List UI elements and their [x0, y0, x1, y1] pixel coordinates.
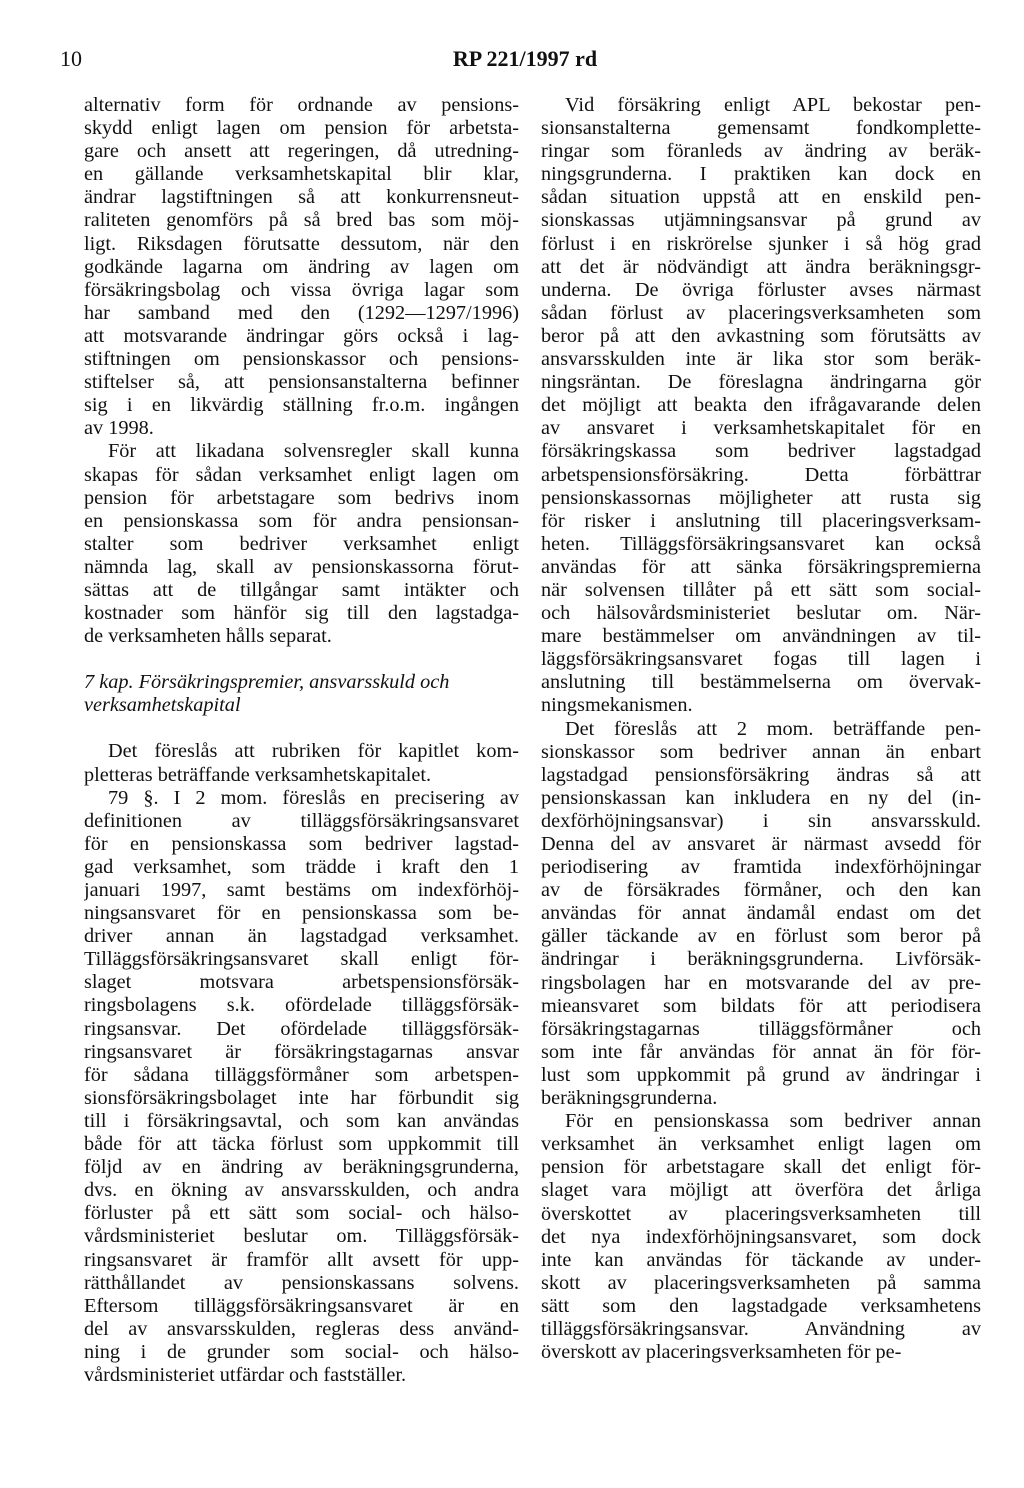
chapter-heading — [84, 671, 519, 717]
text-line: sättas att de tillgångar samt intäkter och — [84, 578, 519, 601]
text-line: ändringar i beräkningsgrunderna. Livförsäk- — [541, 948, 981, 971]
text-line: nämnda lag, skall av pensionskassorna förut- — [84, 555, 519, 578]
text-line: sionskassas utjämningsansvar på grund av — [541, 209, 981, 232]
document-reference: RP 221/1997 rd — [452, 46, 598, 71]
text-line: heten. Tilläggsförsäkringsansvaret kan också — [541, 532, 981, 555]
text-line: ning i de grunder som social- och hälso- — [84, 1340, 519, 1363]
text-line: som inte får användas för annat än för för- — [541, 1040, 981, 1063]
text-line: överskottet av placeringsverksamheten till — [541, 1202, 981, 1225]
text-line: ringsbolagen har en motsvarande del av pre- — [541, 971, 981, 994]
paragraph — [84, 440, 519, 648]
text-line: ringsbolagens s.k. ofördelade tilläggsförsäk- — [84, 994, 519, 1017]
text-line: Eftersom tilläggsförsäkringsansvaret är en — [84, 1294, 519, 1317]
text-line: stiftningen om pensionskassor och pensions- — [84, 348, 519, 371]
text-line: lagstadgad pensionsförsäkring ändras så att — [541, 763, 981, 786]
text-line: raliteten genomförs på så bred bas som möj- — [84, 209, 519, 232]
text-line: pensionskassan kan inkludera en ny del (in- — [541, 786, 981, 809]
paragraph — [84, 94, 519, 440]
text-line: definitionen av tilläggsförsäkringsansvaret — [84, 809, 519, 832]
text-line: ligt. Riksdagen förutsatte dessutom, när den — [84, 232, 519, 255]
text-line: vårdsministeriet utfärdar och fastställer. — [84, 1363, 407, 1386]
text-line: del av ansvarsskulden, regleras dess använd- — [84, 1317, 519, 1340]
text-line: försäkringsbolag och vissa övriga lagar som — [84, 278, 519, 301]
text-line: beror på att den avkastning som förutsätts av — [541, 324, 981, 347]
text-line: Det föreslås att 2 mom. beträffande pen- — [565, 717, 981, 740]
text-line: läggsförsäkringsansvaret fogas till lagen i — [541, 648, 981, 671]
text-line: när solvensen tillåter på ett sätt som social- — [541, 578, 981, 601]
text-line: januari 1997, samt bestäms om indexförhöj- — [84, 879, 519, 901]
text-line: att det är nödvändigt att ändra beräkningsgr- — [541, 255, 981, 278]
text-line: sätt som den lagstadgade verksamhetens — [541, 1294, 981, 1317]
text-line: dvs. en ökning av ansvarsskulden, och andra — [84, 1179, 519, 1202]
text-line: sådan förlust av placeringsverksamheten som — [541, 301, 981, 324]
text-line: Det föreslås att rubriken för kapitlet kom- — [108, 740, 519, 763]
text-line: förlust i en riskrörelse sjunker i så hög grad — [541, 232, 981, 255]
text-line: och hälsovårdsministeriet beslutar om. När- — [541, 602, 981, 625]
text-line: mare bestämmelser om användningen av til- — [541, 625, 981, 648]
text-line: användas för att sänka försäkringspremierna — [541, 555, 981, 578]
text-line: 79 §. I 2 mom. föreslås en precisering av — [108, 786, 519, 809]
text-line: har samband med den (1292—1297/1996) — [84, 301, 519, 324]
paragraph — [84, 740, 519, 786]
text-line: sig i en likvärdig ställning fr.o.m. ingången — [84, 394, 519, 417]
text-line: ringsansvaret är framför allt avsett för upp- — [84, 1248, 519, 1271]
text-line: pletteras beträffande verksamhetskapitalet. — [84, 763, 432, 786]
text-line: av de försäkrades förmåner, och den kan — [541, 879, 981, 902]
text-line: skydd enligt lagen om pension för arbetsta- — [84, 117, 519, 140]
text-line: För att likadana solvensregler skall kunna — [108, 440, 519, 463]
text-line: överskott av placeringsverksamheten för pe- — [541, 1341, 902, 1364]
text-line: underna. De övriga förluster avses närmast — [541, 278, 981, 301]
text-line: tilläggsförsäkringsansvar. Användning av — [541, 1317, 981, 1340]
text-line: För en pensionskassa som bedriver annan — [565, 1110, 981, 1133]
text-line: inte kan användas för täckande av under- — [541, 1248, 981, 1271]
paragraph — [541, 718, 981, 1111]
paragraph — [541, 1110, 981, 1364]
left-column — [84, 94, 519, 1387]
text-line: slaget vara möjligt att överföra det årliga — [541, 1179, 981, 1202]
text-line: att motsvarande ändringar görs också i lag- — [84, 324, 519, 347]
text-line: pension för arbetstagare skall det enligt för- — [541, 1156, 981, 1179]
text-line: av 1998. — [84, 417, 154, 440]
text-line: följd av en ändring av beräkningsgrunderna, — [84, 1156, 519, 1179]
text-line: en pensionskassa som för andra pensionsan- — [84, 509, 519, 532]
text-line: sionsförsäkringsbolaget inte har förbundit sig — [84, 1086, 519, 1109]
text-line: för sådana tilläggsförmåner som arbetspen- — [84, 1063, 519, 1086]
text-line: sådan situation uppstå att en enskild pen- — [541, 186, 981, 209]
text-line: driver annan än lagstadgad verksamhet. — [84, 925, 519, 948]
text-line: periodisering av framtida indexförhöjningar — [541, 856, 981, 879]
text-line: de verksamheten hålls separat. — [84, 625, 332, 648]
text-line: stalter som bedriver verksamhet enligt — [84, 532, 519, 555]
page-header — [60, 46, 990, 76]
text-line: skapas för sådan verksamhet enligt lagen om — [84, 463, 519, 486]
text-line: alternativ form för ordnande av pensions- — [84, 94, 519, 116]
text-line: 7 kap. Försäkringspremier, ansvarsskuld och — [84, 671, 450, 694]
text-line: verksamhet än verksamhet enligt lagen om — [541, 1133, 981, 1156]
text-line: både för att täcka förlust som uppkommit till — [84, 1133, 519, 1156]
text-line: det nya indexförhöjningsansvaret, som dock — [541, 1225, 981, 1248]
paragraph — [84, 787, 519, 1387]
right-column — [541, 94, 981, 1364]
text-line: förluster på ett sätt som social- och hälso- — [84, 1202, 519, 1225]
text-line: ringsansvar. Det ofördelade tilläggsförsäk- — [84, 1017, 519, 1040]
text-line: skott av placeringsverksamheten på samma — [541, 1271, 981, 1294]
text-line: för en pensionskassa som bedriver lagstad- — [84, 832, 519, 855]
text-line: beräkningsgrunderna. — [541, 1087, 718, 1110]
text-line: Denna del av ansvaret är närmast avsedd för — [541, 833, 981, 855]
text-line: till i försäkringsavtal, och som kan användas — [84, 1109, 519, 1132]
text-line: ringar som föranleds av ändring av beräk- — [541, 140, 981, 163]
text-line: för risker i anslutning till placeringsverksam- — [541, 509, 981, 532]
text-line: kostnader som hänför sig till den lagstadga- — [84, 602, 519, 625]
text-line: Tilläggsförsäkringsansvaret skall enligt för- — [84, 948, 519, 971]
text-line: försäkringskassa som bedriver lagstadgad — [541, 440, 981, 463]
text-line: mieansvaret som bildats för att periodisera — [541, 994, 981, 1017]
text-line: pension för arbetstagare som bedrivs inom — [84, 486, 519, 509]
page-number: 10 — [60, 46, 82, 71]
text-line: ringsansvaret är försäkringstagarnas ansvar — [84, 1040, 519, 1063]
text-line: stiftelser så, att pensionsanstalterna befinner — [84, 371, 519, 394]
text-line: Vid försäkring enligt APL bekostar pen- — [565, 94, 981, 116]
text-line: slaget motsvara arbetspensionsförsäk- — [84, 971, 519, 994]
text-line: det möjligt att beakta den ifrågavarande delen — [541, 394, 981, 417]
text-line: ningsräntan. De föreslagna ändringarna gör — [541, 371, 981, 394]
text-line: ansvarsskulden inte är lika stor som beräk- — [541, 348, 981, 371]
text-line: vårdsministeriet beslutar om. Tilläggsförsäk- — [84, 1225, 519, 1248]
text-line: rätthållandet av pensionskassans solvens. — [84, 1271, 519, 1294]
text-line: pensionskassornas möjligheter att rusta sig — [541, 486, 981, 509]
text-line: försäkringstagarnas tilläggsförmåner och — [541, 1017, 981, 1040]
text-line: sionskassor som bedriver annan än enbart — [541, 740, 981, 763]
text-line: av ansvaret i verksamhetskapitalet för en — [541, 417, 981, 440]
text-line: arbetspensionsförsäkring. Detta förbättrar — [541, 463, 981, 486]
text-line: gäller täckande av en förlust som beror på — [541, 925, 981, 948]
text-line: sionsanstalterna gemensamt fondkomplette- — [541, 117, 981, 140]
text-line: ändrar lagstiftningen så att konkurrensneut- — [84, 186, 519, 209]
text-line: lust som uppkommit på grund av ändringar i — [541, 1063, 981, 1086]
text-line: användas för annat ändamål endast om det — [541, 902, 981, 925]
text-line: en gällande verksamhetskapital blir klar, — [84, 163, 519, 186]
text-line: dexförhöjningsansvar) i sin ansvarsskuld. — [541, 809, 981, 832]
text-line: gad verksamhet, som trädde i kraft den 1 — [84, 855, 519, 878]
paragraph — [541, 94, 981, 718]
text-line: ningsmekanismen. — [541, 694, 693, 717]
text-line: ningsansvaret för en pensionskassa som be- — [84, 902, 519, 925]
text-line: godkände lagarna om ändring av lagen om — [84, 255, 519, 278]
text-line: anslutning till bestämmelserna om övervak- — [541, 671, 981, 694]
text-line: verksamhetskapital — [84, 694, 241, 717]
text-line: ningsgrunderna. I praktiken kan dock en — [541, 163, 981, 186]
text-line: gare och ansett att regeringen, då utredning- — [84, 140, 519, 163]
